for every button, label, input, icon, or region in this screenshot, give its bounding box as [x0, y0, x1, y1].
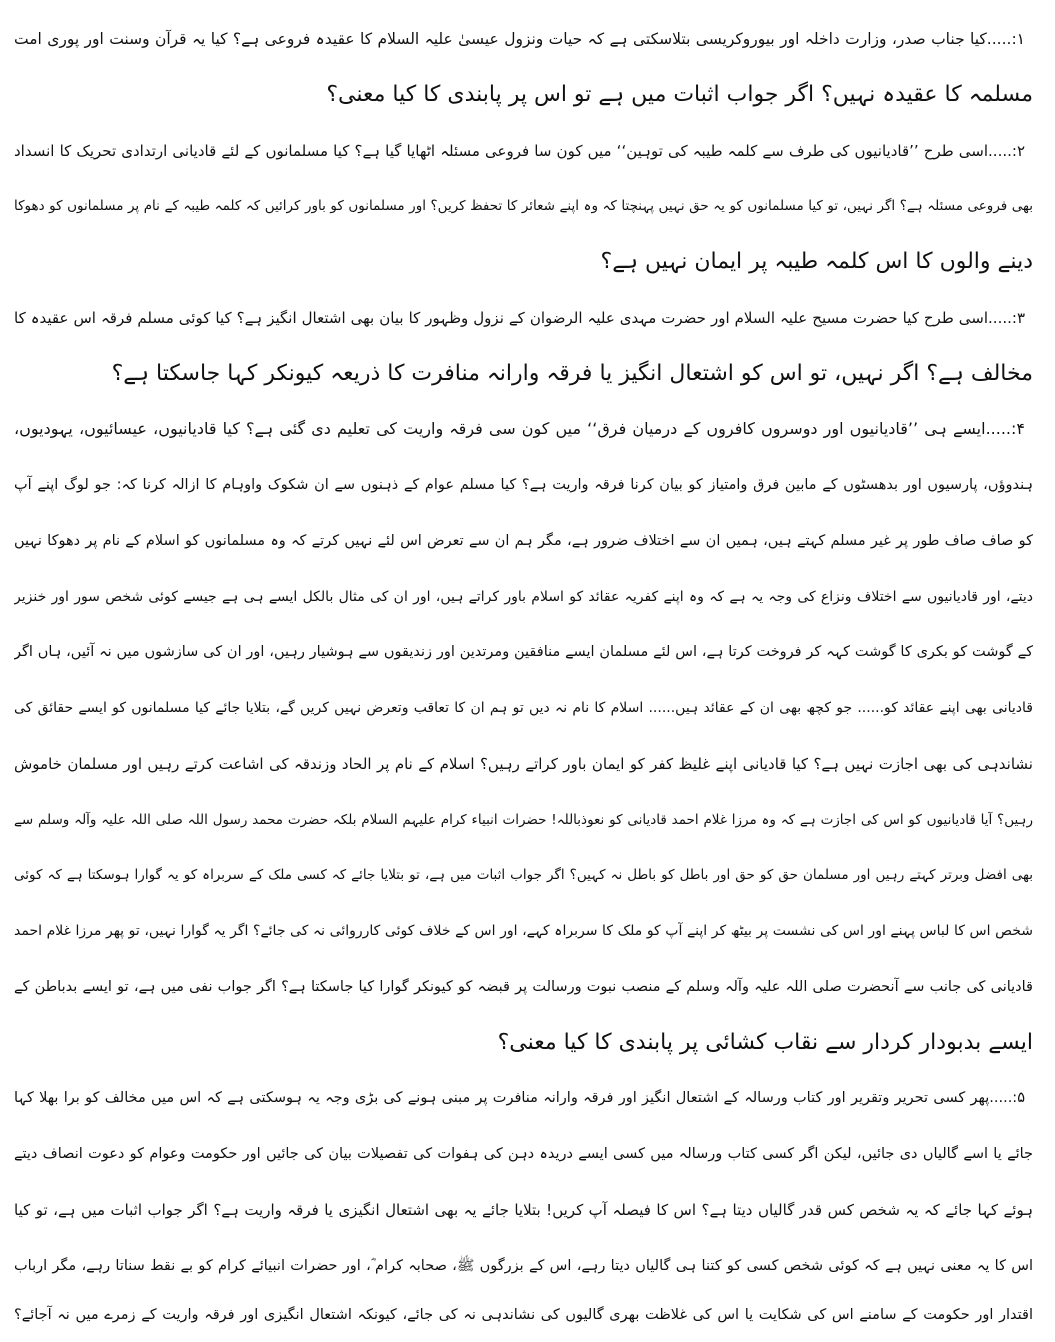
- paragraph-4-line-9: بھی افضل وبرتر کہتے رہیں اور مسلمان حق کو حق اور باطل کو باطل نہ کہیں؟ اگر جواب اثبات میں ہے، تو بتلایا جائے کہ کسی ملک کے سربراہ کو یہ گوارا ہوسکتا ہے کہ کوئی: [14, 867, 1033, 883]
- paragraph-5-line-2: جائے یا اسے گالیاں دی جائیں، لیکن اگر کسی کتاب ورسالہ میں کسی ایسے دریدہ دہن کی ہفوات کی تفصیلات بیان کی جائیں اور حکومت وعوام کو دعوت انصاف دیتے: [14, 1146, 1033, 1162]
- paragraph-5-line-3: ہوئے کہا جائے کہ یہ شخص کس قدر گالیاں دیتا ہے؟ اس کا فیصلہ آپ کریں! بتلایا جائے یہ بھی اشتعال انگیزی یا فرقہ واریت ہے؟ اگر جواب اثبات میں ہے، تو کیا: [14, 1201, 1033, 1219]
- paragraph-4-line-5: کے گوشت کو بکری کا گوشت کہہ کر فروخت کرتا ہے، اس لئے مسلمان ایسے منافقین ومرتدین اور زندیقوں سے ہوشیار رہیں، اور ان کی سازشوں میں نہ آئیں، ہاں اگر: [14, 644, 1033, 660]
- paragraph-4-line-8: رہیں؟ آیا قادیانیوں کو اس کی اجازت ہے کہ وہ مرزا غلام احمد قادیانی کو نعوذباللہ! حضرات انبیاء کرام علیہم السلام بلکہ حضرت محمد رسول اللہ صلی اللہ علیہ وآلہ وسلم سے: [14, 812, 1033, 828]
- paragraph-1-line-2: مسلمہ کا عقیدہ نہیں؟ اگر جواب اثبات میں ہے تو اس پر پابندی کا کیا معنی؟: [326, 82, 1033, 107]
- paragraph-2-line-1: ۲:.....اسی طرح ’’قادیانیوں کی طرف سے کلمہ طیبہ کی توہین‘‘ میں کون سا فروعی مسئلہ اٹھایا گیا ہے؟ کیا مسلمانوں کے لئے قادیانی ارتدادی تحریک کا انسداد: [14, 142, 1025, 160]
- paragraph-4-line-6: قادیانی بھی اپنے عقائد کو...... جو کچھ بھی ان کے عقائد ہیں...... اسلام کا نام نہ دیں تو ہم ان کا تعاقب وتعرض نہیں کریں گے، بتلایا جائے کیا مسلمانوں کو ایسے حقائق کی: [14, 700, 1033, 716]
- paragraph-4-line-2: ہندوؤں، پارسیوں اور بدھسٹوں کے مابین فرق وامتیاز کو بیان کرنا فرقہ واریت ہے؟ کیا مسلم عوام کے ذہنوں سے ان شکوک واوہام کا ازالہ کرنا کہ: جو لوگ اپنے آپ: [14, 477, 1033, 493]
- paragraph-4-line-11: قادیانی کی جانب سے آنحضرت صلی اللہ علیہ وآلہ وسلم کے منصب نبوت ورسالت پر قبضہ کو کیونکر گوارا کیا جاسکتا ہے؟ اگر جواب نفی میں ہے، تو ایسے بدباطن کے: [14, 979, 1033, 995]
- paragraph-4-line-3: کو صاف صاف طور پر غیر مسلم کہتے ہیں، ہمیں ان سے اختلاف ضرور ہے، مگر ہم ان سے تعرض اس لئے نہیں کرتے کہ وہ مسلمانوں کو اسلام کے نام پر دھوکا نہیں: [14, 533, 1033, 549]
- paragraph-2-line-3: دینے والوں کا اس کلمہ طیبہ پر ایمان نہیں ہے؟: [600, 249, 1033, 274]
- paragraph-4-line-12: ایسے بدبودار کردار سے نقاب کشائی پر پابندی کا کیا معنی؟: [497, 1030, 1033, 1055]
- paragraph-4-line-1: ۴:.....ایسے ہی ’’قادیانیوں اور دوسروں کافروں کے درمیان فرق‘‘ میں کون سی فرقہ واریت کی تعلیم دی گئی ہے؟ کیا قادیانیوں، عیسائیوں، یہودیوں،: [14, 419, 1025, 438]
- paragraph-4-line-10: شخص اس کا لباس پہنے اور اس کی نشست پر بیٹھ کر اپنے آپ کو ملک کا سربراہ کہے، اور اس کے خلاف کوئی کارروائی نہ کی جائے؟ اگر یہ گوارا نہیں، تو پھر مرزا غلام احمد: [14, 923, 1033, 939]
- paragraph-5-line-1: ۵:.....پھر کسی تحریر وتقریر اور کتاب ورسالہ کے اشتعال انگیز اور فرقہ وارانہ منافرت پر مبنی ہونے کی بڑی وجہ یہ ہوسکتی ہے کہ اس میں مخالف کو برا بھلا کہا: [14, 1090, 1025, 1106]
- paragraph-3-line-2: مخالف ہے؟ اگر نہیں، تو اس کو اشتعال انگیز یا فرقہ وارانہ منافرت کا ذریعہ کیونکر کہا جاسکتا ہے؟: [111, 361, 1033, 386]
- paragraph-1-line-1: ۱:.....کیا جناب صدر، وزارت داخلہ اور بیوروکریسی بتلاسکتی ہے کہ حیات ونزول عیسیٰ علیہ السلام کا عقیدہ فروعی ہے؟ کیا یہ قرآن وسنت اور پوری امت: [14, 30, 1025, 48]
- paragraph-4-line-4: دیتے، اور قادیانیوں سے اختلاف ونزاع کی وجہ یہ ہے کہ وہ اپنے کفریہ عقائد کو اسلام باور کراتے ہیں، اور ان کی مثال بالکل ایسے ہی ہے جیسے کوئی شخص سور اور خنزیر: [14, 589, 1033, 605]
- paragraph-3-line-1: ۳:.....اسی طرح کیا حضرت مسیح علیہ السلام اور حضرت مہدی علیہ الرضوان کے نزول وظہور کا بیان بھی اشتعال انگیز ہے؟ کیا کوئی مسلم فرقہ اس عقیدہ کا: [14, 309, 1025, 327]
- paragraph-4-line-7: نشاندہی کی بھی اجازت نہیں ہے؟ کیا قادیانی اپنے غلیظ کفر کو ایمان باور کراتے رہیں؟ اسلام کے نام پر الحاد وزندقہ کی اشاعت کرتے رہیں اور مسلمان خاموش: [14, 755, 1033, 773]
- paragraph-2-line-2: بھی فروعی مسئلہ ہے؟ اگر نہیں، تو کیا مسلمانوں کو یہ حق نہیں پہنچتا کہ وہ اپنے شعائر کا تحفظ کریں؟ اور مسلمانوں کو باور کرائیں کہ کلمہ طیبہ کے نام پر مسلمانوں کو دھوکا: [14, 198, 1033, 214]
- paragraph-5-line-4: اس کا یہ معنی نہیں ہے کہ کوئی شخص کسی کو کتنا ہی گالیاں دیتا رہے، اس کے بزرگوں ﷺ، صحابہ کرام ؓ، اور حضرات انبیائے کرام کو بے نقط سناتا رہے، مگر ارباب: [14, 1258, 1033, 1274]
- paragraph-5-line-5: اقتدار اور حکومت کے سامنے اس کی شکایت یا اس کی غلاظت بھری گالیوں کی نشاندہی نہ کی جائے، کیونکہ اشتعال انگیزی اور فرقہ واریت کے زمرے میں نہ آجائے؟: [14, 1307, 1033, 1323]
